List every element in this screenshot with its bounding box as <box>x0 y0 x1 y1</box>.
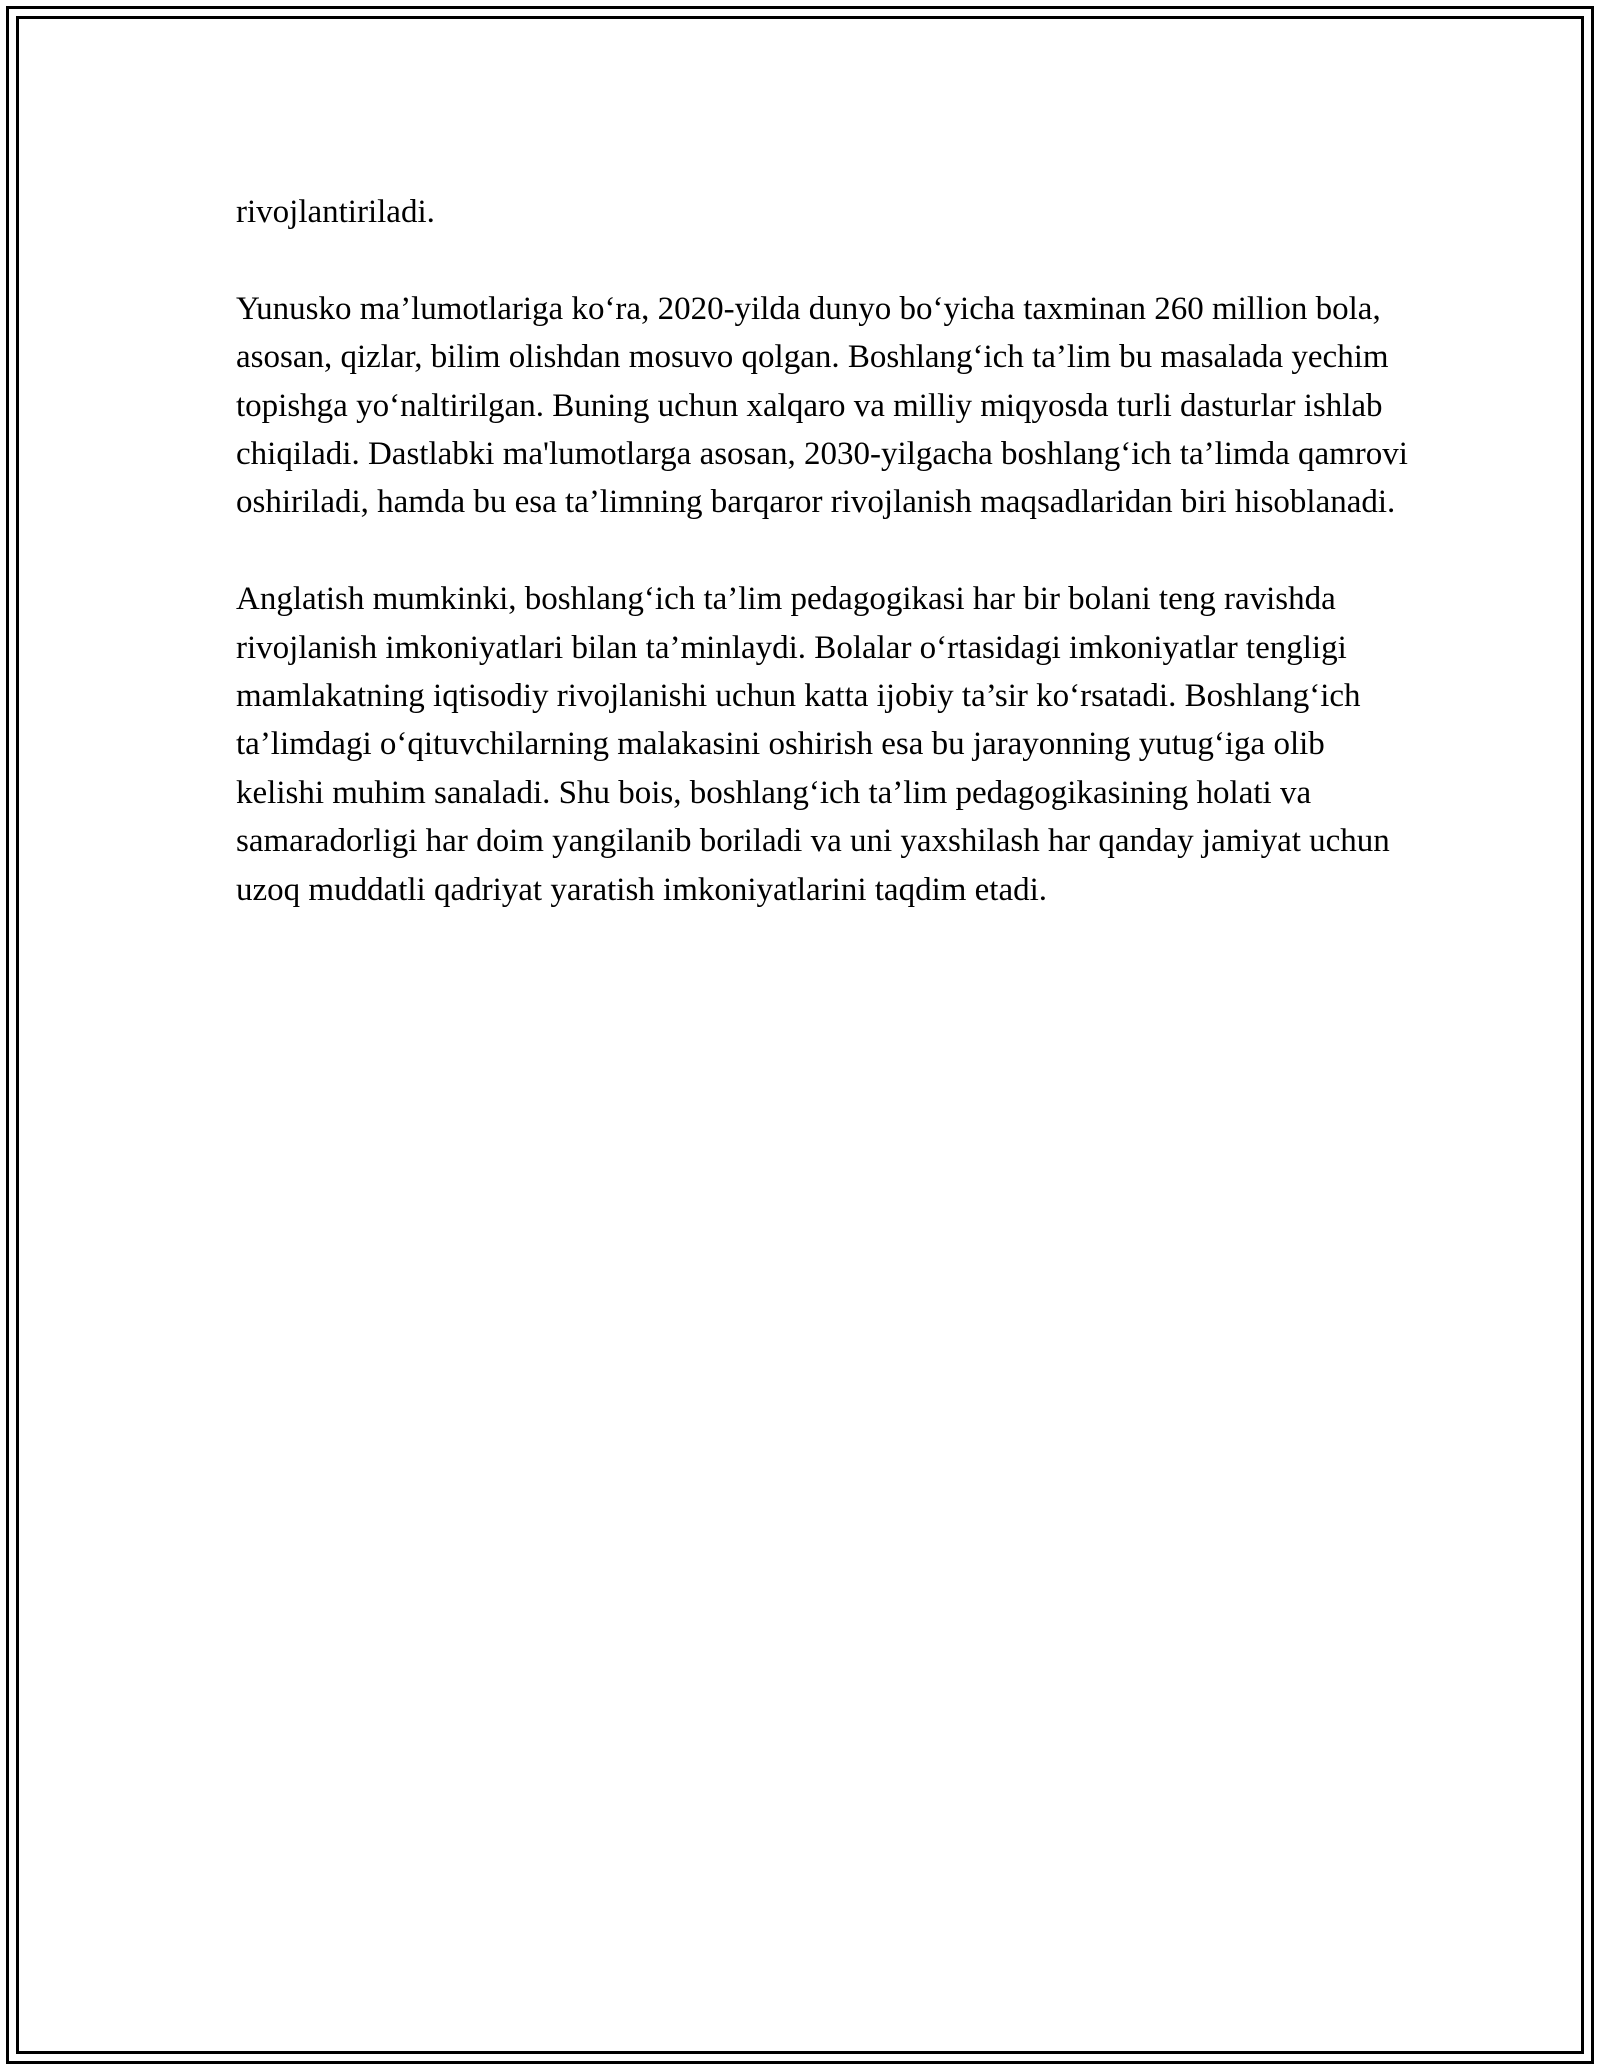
paragraph-continuation: rivojlantiriladi. <box>236 194 435 230</box>
paragraph-unesco-statistics: Yunusko ma’lumotlariga ko‘ra, 2020-yilda dunyo bo‘yicha taxminan 260 million bola, asosan, qizlar, bilim olishdan mosuvo qolgan. Boshlang‘ich ta’lim bu masalada yechim topishga yo‘naltirilgan. Buning uchun xalqaro va milliy miqyosda turli dasturlar ishlab chiqiladi. Dastlabki ma'lumotlarga asosan, 2030-yilgacha boshlang‘ich ta’limda qamrovi oshiriladi, hamda bu esa ta’limning barqaror rivojlanish maqsadlaridan biri hisoblanadi. <box>236 290 1408 521</box>
document-body <box>236 188 1416 962</box>
paragraph-pedagogy-conclusion: Anglatish mumkinki, boshlang‘ich ta’lim pedagogikasi har bir bolani teng ravishda rivojlanish imkoniyatlari bilan ta’minlaydi. Bolalar o‘rtasidagi imkoniyatlar tengligi mamlakatning iqtisodiy rivojlanishi uchun katta ijobiy ta’sir ko‘rsatadi. Boshlang‘ich ta’limdagi o‘qituvchilarning malakasini oshirish esa bu jarayonning yutug‘iga olib kelishi muhim sanaladi. Shu bois, boshlang‘ich ta’lim pedagogikasining holati va samaradorligi har doim yangilanib boriladi va uni yaxshilash har qanday jamiyat uchun uzoq muddatli qadriyat yaratish imkoniyatlarini taqdim etadi. <box>236 581 1390 908</box>
